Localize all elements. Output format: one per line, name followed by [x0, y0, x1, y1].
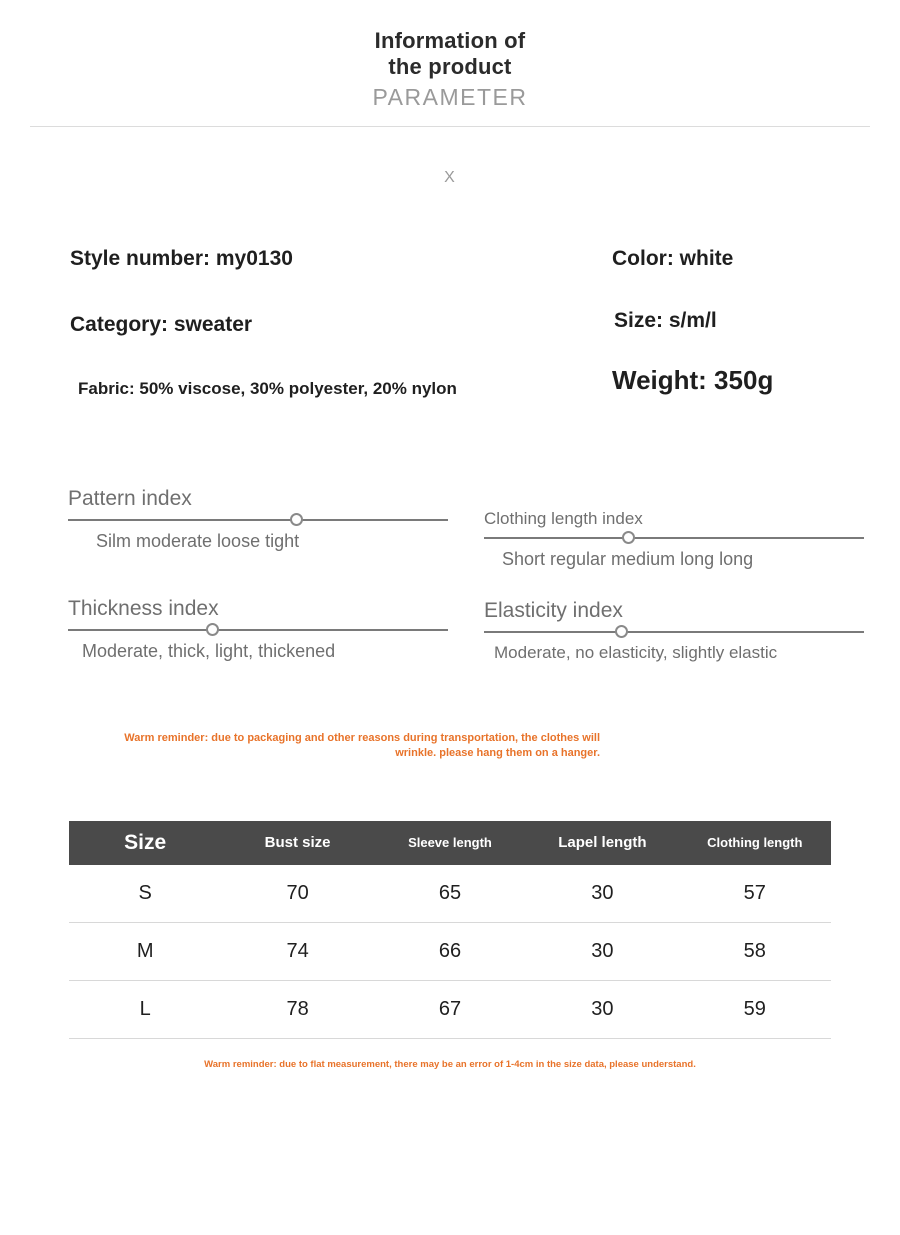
page-title-line-1: Information of: [374, 28, 526, 53]
slider-knob[interactable]: [290, 513, 303, 526]
cell-size: S: [69, 865, 221, 923]
elasticity-index-group: [484, 599, 864, 663]
spec-color: Color: white: [612, 247, 734, 270]
clothing-length-index-slider[interactable]: [484, 531, 864, 545]
elasticity-index-title: Elasticity index: [484, 599, 623, 622]
size-table-body: [69, 865, 831, 1039]
cell-lapel-length: 30: [526, 865, 678, 923]
table-row: [69, 981, 831, 1039]
table-row: [69, 923, 831, 981]
pattern-index-group: [68, 487, 448, 552]
cell-bust-size: 70: [221, 865, 373, 923]
page-header: [0, 0, 900, 112]
cell-lapel-length: 30: [526, 923, 678, 981]
slider-knob[interactable]: [615, 625, 628, 638]
header-divider: [30, 126, 870, 127]
table-header-row: [69, 821, 831, 865]
size-table: [69, 821, 831, 1039]
column-header-clothing-length: Clothing length: [679, 821, 831, 865]
pattern-index-scale: Silm moderate loose tight: [96, 531, 300, 551]
elasticity-index-scale: Moderate, no elasticity, slightly elastic: [494, 643, 778, 662]
column-header-size: Size: [69, 821, 221, 865]
cell-lapel-length: 30: [526, 981, 678, 1039]
specification-block: [0, 247, 900, 477]
spec-category: Category: sweater: [70, 313, 253, 336]
thickness-index-scale: Moderate, thick, light, thickened: [82, 641, 336, 661]
thickness-index-title: Thickness index: [68, 597, 219, 620]
cell-sleeve-length: 66: [374, 923, 526, 981]
cell-bust-size: 78: [221, 981, 373, 1039]
slider-knob[interactable]: [622, 531, 635, 544]
specification-right-column: [612, 247, 882, 396]
spec-weight: Weight: 350g: [612, 365, 774, 395]
x-mark: X: [444, 169, 456, 186]
thickness-index-group: [68, 597, 448, 662]
elasticity-index-slider[interactable]: [484, 625, 864, 639]
table-row: [69, 865, 831, 923]
size-table-head: [69, 821, 831, 865]
pattern-index-slider[interactable]: [68, 513, 448, 527]
spec-style-number: Style number: my0130: [70, 247, 293, 270]
clothing-length-index-title: Clothing length index: [484, 509, 643, 528]
index-sliders-block: [0, 487, 900, 717]
cell-clothing-length: 58: [679, 923, 831, 981]
page-subtitle: PARAMETER: [372, 84, 528, 110]
warm-reminder-measurement: Warm reminder: due to flat measurement, there may be an error of 1-4cm in the size data, please understand.: [204, 1059, 696, 1070]
pattern-index-title: Pattern index: [68, 487, 192, 510]
slider-track: [68, 629, 448, 631]
cell-size: M: [69, 923, 221, 981]
cell-clothing-length: 57: [679, 865, 831, 923]
cell-sleeve-length: 67: [374, 981, 526, 1039]
slider-track: [68, 519, 448, 521]
cell-clothing-length: 59: [679, 981, 831, 1039]
cell-sleeve-length: 65: [374, 865, 526, 923]
size-table-wrapper: [69, 821, 831, 1039]
thickness-index-slider[interactable]: [68, 623, 448, 637]
slider-knob[interactable]: [206, 623, 219, 636]
clothing-length-index-scale: Short regular medium long long: [502, 549, 754, 569]
column-header-lapel-length: Lapel length: [526, 821, 678, 865]
column-header-bust-size: Bust size: [221, 821, 373, 865]
slider-track: [484, 537, 864, 539]
page-title-line-2: the product: [388, 54, 512, 79]
warm-reminder-transport: Warm reminder: due to packaging and other reasons during transportation, the clothes will wrinkle. please hang them on a hanger.: [124, 732, 600, 759]
clothing-length-index-group: [484, 509, 864, 570]
specification-left-column: [70, 247, 590, 399]
slider-track: [484, 631, 864, 633]
cell-bust-size: 74: [221, 923, 373, 981]
column-header-sleeve-length: Sleeve length: [374, 821, 526, 865]
cell-size: L: [69, 981, 221, 1039]
spec-size: Size: s/m/l: [614, 309, 717, 332]
spec-fabric: Fabric: 50% viscose, 30% polyester, 20% nylon: [78, 379, 457, 398]
